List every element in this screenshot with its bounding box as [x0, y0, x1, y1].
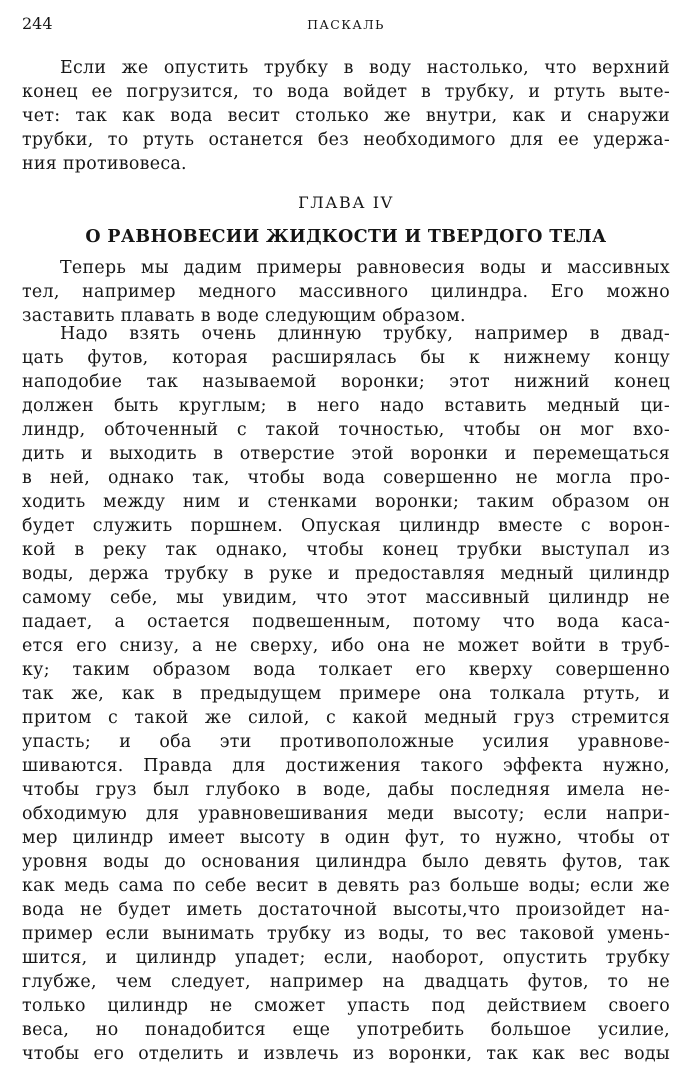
text-line: тел, например медного массивного цилиндра. Его можно	[22, 282, 670, 302]
chapter-title: О РАВНОВЕСИИ ЖИДКОСТИ И ТВЕРДОГО ТЕЛА	[85, 227, 607, 247]
text-line: притом с такой же силой, с какой медный груз стремится	[22, 708, 670, 728]
text-line: упасть; и оба эти противоположные усилия уравнове-	[22, 732, 670, 752]
text-line: шится, и цилиндр упадет; если, наоборот, опустить трубку	[22, 948, 670, 968]
text-line: чтобы его отделить и извлечь из воронки, так как вес воды	[22, 1044, 670, 1064]
page-header	[22, 10, 670, 36]
intro-paragraph	[22, 56, 670, 176]
paragraph-2	[22, 322, 670, 1066]
text-line: уровня воды до основания цилиндра было девять футов, так	[22, 852, 670, 872]
text-line: будет служить поршнем. Опуская цилиндр вместе с ворон-	[22, 516, 670, 536]
paragraph-1	[22, 256, 670, 328]
text-line: линдр, обточенный с такой точностью, чтобы он мог вхо-	[22, 420, 670, 440]
text-line: в ней, однако так, чтобы вода совершенно не могла про-	[22, 468, 670, 488]
text-line: наподобие так называемой воронки; этот нижний конец	[22, 372, 670, 392]
text-line: как медь сама по себе весит в девять раз больше воды; если же	[22, 876, 670, 896]
text-line: конец ее погрузится, то вода войдет в трубку, и ртуть выте-	[22, 82, 670, 102]
text-line: вода не будет иметь достаточной высоты,что произойдет на-	[22, 900, 670, 920]
text-line: трубки, то ртуть останется без необходимого для ее удержа-	[22, 130, 670, 150]
text-line: обходимую для уравновешивания меди высоту; если напри-	[22, 804, 670, 824]
text-line: чет: так как вода весит столько же внутри, как и снаружи	[22, 106, 670, 126]
text-line: веса, но понадобится еще употребить большое усилие,	[22, 1020, 670, 1040]
text-line: воды, держа трубку в руке и предоставляя медный цилиндр	[22, 564, 670, 584]
text-line: ку; таким образом вода толкает его кверху совершенно	[22, 660, 670, 680]
running-title: ПАСКАЛЬ	[307, 17, 385, 32]
text-line: дить и выходить в отверстие этой воронки и перемещаться	[22, 444, 670, 464]
page-number: 244	[22, 14, 53, 33]
text-line: кой в реку так однако, чтобы конец трубки выступал из	[22, 540, 670, 560]
text-line: мер цилиндр имеет высоту в один фут, то нужно, чтобы от	[22, 828, 670, 848]
text-line: глубже, чем следует, например на двадцать футов, то не	[22, 972, 670, 992]
text-line: так же, как в предыдущем примере она толкала ртуть, и	[22, 684, 670, 704]
chapter-label: ГЛАВА IV	[298, 193, 394, 212]
text-line: пример если вынимать трубку из воды, то вес таковой умень-	[22, 924, 670, 944]
text-line: цать футов, которая расширялась бы к нижнему концу	[22, 348, 670, 368]
text-line: ния противовеса.	[22, 154, 187, 174]
text-line: падает, а остается подвешенным, потому что вода каса-	[22, 612, 670, 632]
text-line: самому себе, мы увидим, что этот массивный цилиндр не	[22, 588, 670, 608]
text-line: Надо взять очень длинную трубку, например в двад-	[60, 324, 670, 344]
text-line: должен быть круглым; в него надо вставить медный ци-	[22, 396, 670, 416]
text-line: ходить между ним и стенками воронки; таким образом он	[22, 492, 670, 512]
text-line: заставить плавать в воде следующим образом.	[22, 306, 466, 326]
text-line: ется его снизу, а не сверху, ибо она не может войти в труб-	[22, 636, 670, 656]
text-line: только цилиндр не сможет упасть под действием своего	[22, 996, 670, 1016]
text-line: шиваются. Правда для достижения такого эффекта нужно,	[22, 756, 670, 776]
text-line: чтобы груз был глубоко в воде, дабы последняя имела не-	[22, 780, 670, 800]
text-line: Если же опустить трубку в воду настолько, что верхний	[60, 58, 670, 78]
text-line: Теперь мы дадим примеры равновесия воды и массивных	[60, 258, 670, 278]
